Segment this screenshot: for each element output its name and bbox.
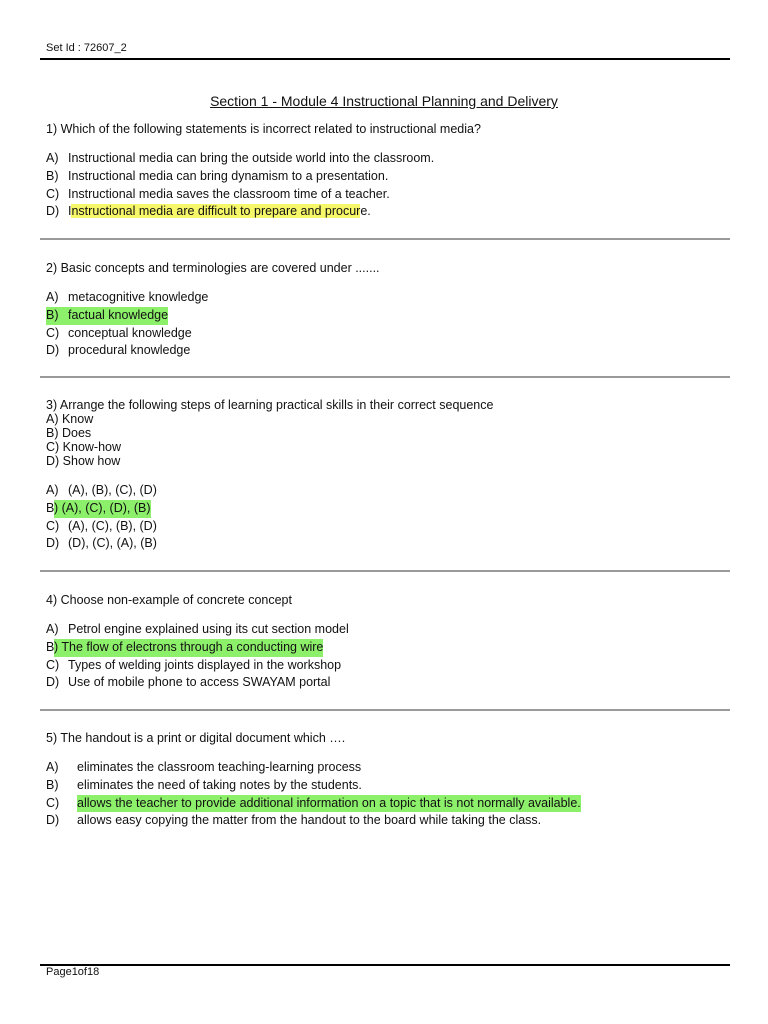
question-separator bbox=[40, 376, 730, 378]
option-d bbox=[46, 203, 726, 221]
option-label: D) bbox=[46, 813, 60, 828]
footer-rule bbox=[40, 964, 730, 966]
question-5 bbox=[46, 731, 726, 830]
question-separator bbox=[40, 238, 730, 240]
option-text-end: e. bbox=[360, 204, 371, 219]
option-d bbox=[46, 812, 726, 830]
option-text: eliminates the need of taking notes by the students. bbox=[77, 777, 362, 792]
option-text bbox=[68, 203, 371, 221]
option-text: eliminates the classroom teaching-learning process bbox=[77, 760, 362, 774]
question-3 bbox=[46, 398, 726, 553]
highlighted-answer: ) (A), (C), (D), (B) bbox=[54, 500, 151, 518]
header-rule bbox=[40, 58, 730, 60]
option-label: C) bbox=[46, 795, 60, 810]
option-b bbox=[46, 777, 726, 795]
sub-item: C) Know-how bbox=[46, 440, 122, 454]
highlighted-answer bbox=[46, 307, 168, 325]
highlighted-answer: nstructional media are difficult to prepare and procur bbox=[71, 204, 361, 219]
option-d bbox=[46, 342, 726, 360]
options-list bbox=[46, 482, 726, 553]
option-label: B) bbox=[46, 307, 59, 322]
option-text-start: I bbox=[68, 204, 72, 219]
option-text: metacognitive knowledge bbox=[68, 290, 209, 304]
option-label: D) bbox=[46, 675, 60, 690]
option-a bbox=[46, 759, 726, 777]
option-c bbox=[46, 325, 726, 343]
option-b bbox=[46, 500, 726, 518]
option-text: Instructional media can bring the outside world into the classroom. bbox=[68, 151, 435, 165]
option-label: C) bbox=[46, 186, 60, 201]
options-list bbox=[46, 621, 726, 692]
option-a bbox=[46, 621, 726, 639]
highlighted-answer: ) The flow of electrons through a conducting wire bbox=[54, 639, 323, 657]
option-d bbox=[46, 535, 726, 553]
option-c bbox=[46, 518, 726, 536]
option-text: allows easy copying the matter from the handout to the board while taking the class. bbox=[77, 813, 542, 828]
option-label: B bbox=[46, 639, 55, 654]
option-a bbox=[46, 289, 726, 307]
option-c bbox=[46, 795, 726, 813]
option-label: A) bbox=[46, 151, 59, 165]
option-b bbox=[46, 307, 726, 325]
option-text: Instructional media saves the classroom time of a teacher. bbox=[68, 186, 390, 201]
option-text: procedural knowledge bbox=[68, 343, 191, 358]
option-text: Use of mobile phone to access SWAYAM portal bbox=[68, 675, 331, 690]
option-label: A) bbox=[46, 290, 59, 304]
sub-item: A) Know bbox=[46, 412, 94, 426]
option-a bbox=[46, 482, 726, 500]
option-text: conceptual knowledge bbox=[68, 325, 192, 340]
sub-item: B) Does bbox=[46, 426, 92, 440]
page-number: Page1of18 bbox=[46, 966, 100, 978]
option-label: C) bbox=[46, 657, 60, 672]
highlighted-answer: allows the teacher to provide additional information on a topic that is not normally available. bbox=[77, 795, 581, 813]
option-label: C) bbox=[46, 518, 60, 533]
question-4 bbox=[46, 593, 726, 692]
option-text: Instructional media can bring dynamism to a presentation. bbox=[68, 168, 389, 183]
option-c bbox=[46, 657, 726, 675]
option-label: D) bbox=[46, 343, 60, 358]
option-text: Petrol engine explained using its cut section model bbox=[68, 622, 349, 636]
option-label: B) bbox=[46, 168, 59, 183]
question-text: 1) Which of the following statements is incorrect related to instructional media? bbox=[46, 122, 481, 136]
sub-item: D) Show how bbox=[46, 454, 121, 468]
option-text: factual knowledge bbox=[68, 307, 169, 322]
question-separator bbox=[40, 709, 730, 711]
question-text: 2) Basic concepts and terminologies are covered under ....... bbox=[46, 261, 380, 275]
question-2 bbox=[46, 261, 726, 360]
option-text: (A), (B), (C), (D) bbox=[68, 483, 157, 497]
options-list bbox=[46, 289, 726, 360]
option-b bbox=[46, 168, 726, 186]
option-label: A) bbox=[46, 622, 59, 636]
option-text: (A), (C), (B), (D) bbox=[68, 518, 157, 533]
question-text: 3) Arrange the following steps of learning practical skills in their correct sequence bbox=[46, 398, 494, 412]
question-text: 4) Choose non-example of concrete concept bbox=[46, 593, 292, 607]
option-b bbox=[46, 639, 726, 657]
set-id: Set Id : 72607_2 bbox=[46, 42, 127, 54]
option-label: D) bbox=[46, 536, 60, 551]
option-a bbox=[46, 150, 726, 168]
option-label: B bbox=[46, 500, 55, 515]
option-label: A) bbox=[46, 483, 59, 497]
option-label: B) bbox=[46, 777, 59, 792]
section-title: Section 1 - Module 4 Instructional Planning and Delivery bbox=[210, 93, 558, 109]
option-text: Types of welding joints displayed in the workshop bbox=[68, 657, 342, 672]
option-d bbox=[46, 674, 726, 692]
option-c bbox=[46, 186, 726, 204]
option-label: D) bbox=[46, 204, 60, 219]
question-separator bbox=[40, 570, 730, 572]
option-label: A) bbox=[46, 760, 59, 774]
question-text: 5) The handout is a print or digital document which …. bbox=[46, 731, 346, 745]
option-text: (D), (C), (A), (B) bbox=[68, 536, 157, 551]
options-list bbox=[46, 150, 726, 221]
option-label: C) bbox=[46, 325, 60, 340]
options-list bbox=[46, 759, 726, 830]
question-1 bbox=[46, 122, 726, 221]
